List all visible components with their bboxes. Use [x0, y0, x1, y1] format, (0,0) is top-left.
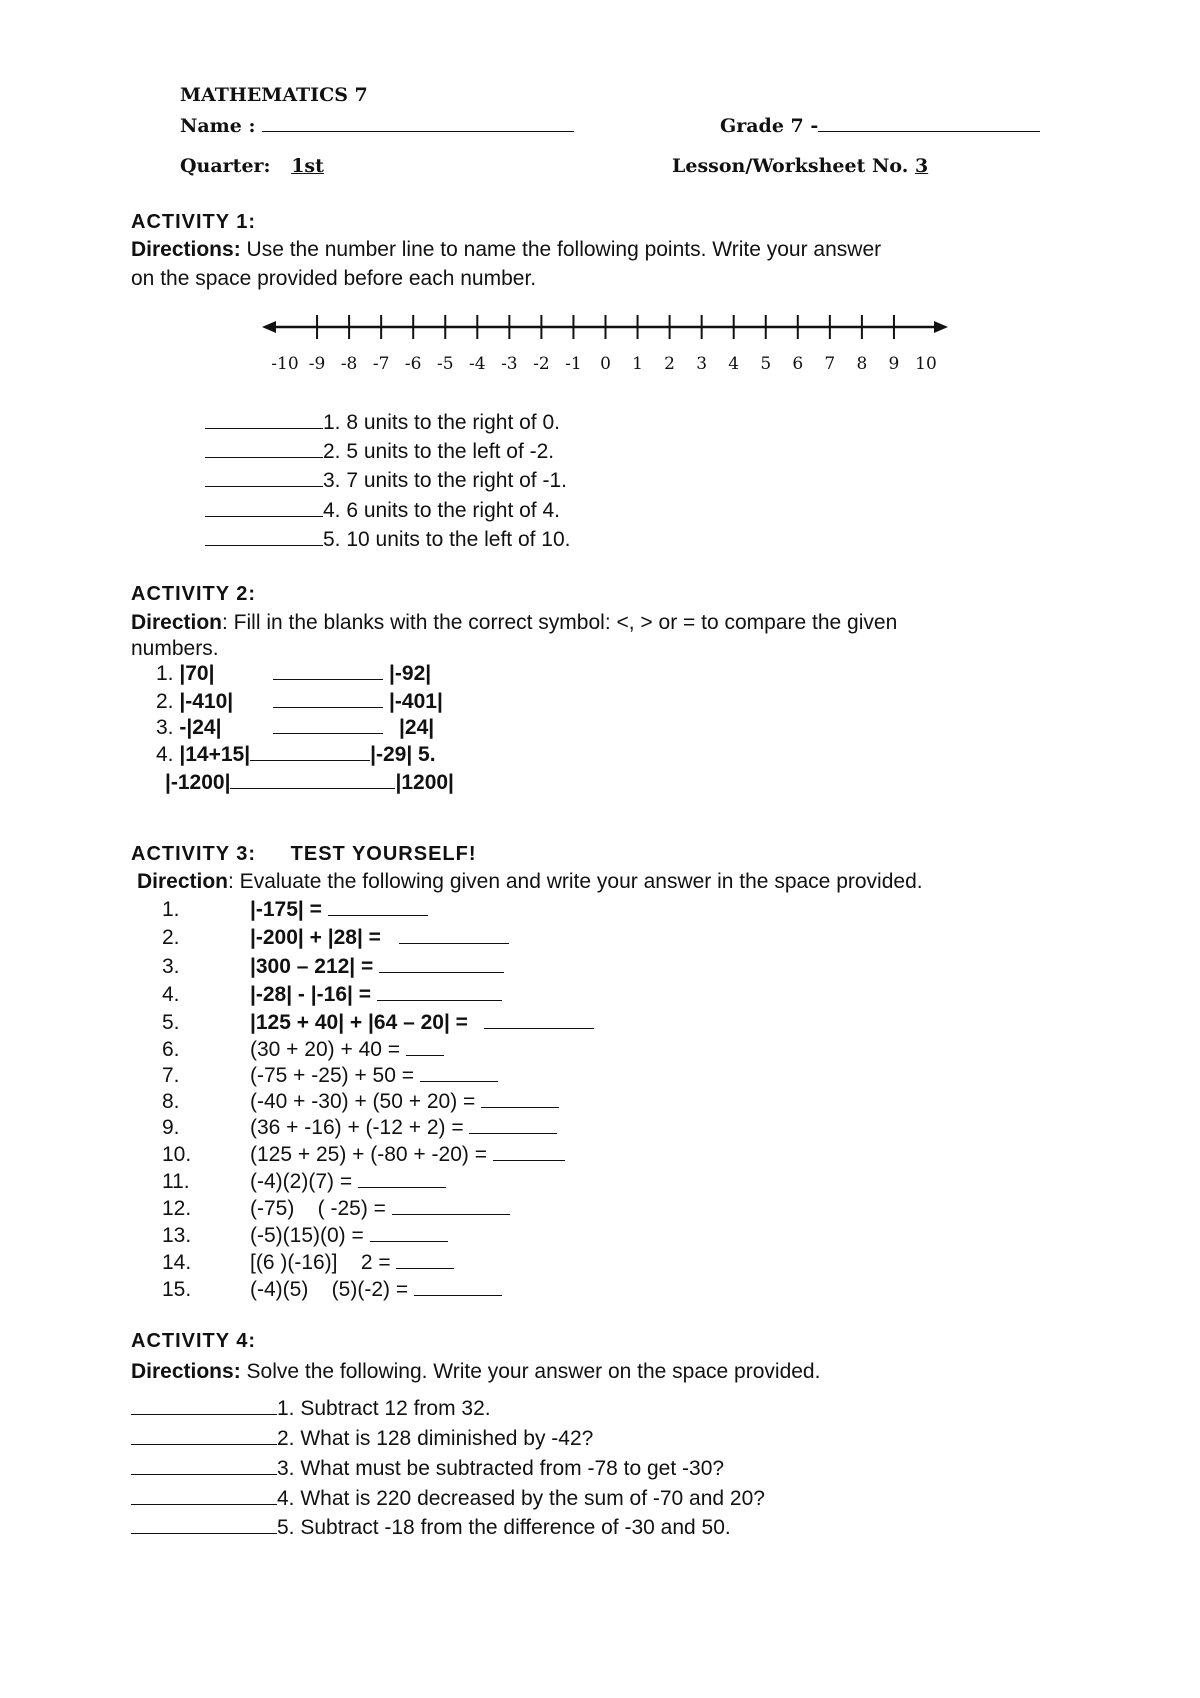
answer-blank[interactable] [377, 984, 502, 1001]
answer-blank[interactable] [399, 927, 509, 944]
activity3-item [162, 983, 502, 1007]
number-line-label: -8 [340, 354, 358, 374]
activity1-item-text: 2. 5 units to the left of -2. [323, 440, 555, 463]
activity1-item [205, 528, 571, 552]
activity3-direction-text: : Evaluate the following given and write your answer in the space provided. [228, 870, 923, 893]
symbol-blank[interactable] [273, 691, 383, 708]
answer-blank[interactable] [484, 1012, 594, 1029]
activity3-item [162, 1143, 565, 1167]
number-line-label: 4 [728, 354, 740, 374]
item-number: 1. [156, 662, 174, 685]
activity4-directions-text: Solve the following. Write your answer on the space provided. [240, 1360, 821, 1383]
number-line-label: -5 [436, 354, 454, 374]
activity4-item [131, 1457, 724, 1481]
left-expression: |-1200| [165, 771, 231, 794]
expression: (-4)(5) (5)(-2) = [250, 1278, 414, 1301]
expression: (36 + -16) + (-12 + 2) = [250, 1116, 470, 1139]
activity2-direction-text: : Fill in the blanks with the correct symbol: <, > or = to compare the given [222, 611, 898, 634]
activity1-directions-line1 [131, 238, 881, 262]
expression: (-40 + -30) + (50 + 20) = [250, 1090, 482, 1113]
activity2-direction-line2: numbers. [131, 637, 219, 660]
right-expression: |-401| [389, 690, 443, 713]
item-number: 7. [162, 1064, 180, 1087]
expression: (-75 + -25) + 50 = [250, 1064, 420, 1087]
expression: |-175| = [250, 898, 328, 921]
activity3-item [162, 1251, 454, 1275]
number-line-label: -4 [469, 354, 486, 374]
answer-blank[interactable] [406, 1039, 444, 1056]
activity2-item [156, 690, 443, 714]
answer-blank[interactable] [131, 1517, 277, 1534]
activity1-directions-label: Directions: [131, 238, 241, 261]
activity3-item [162, 1011, 594, 1035]
activity3-subtitle: TEST YOURSELF! [290, 843, 477, 865]
activity4-item-text: 5. Subtract -18 from the difference of -30 and 50. [277, 1516, 731, 1539]
item-number: 2. [162, 926, 180, 949]
expression: |300 – 212| = [250, 955, 380, 978]
grade-section-field[interactable] [818, 117, 1040, 132]
activity3-direction [137, 870, 923, 894]
activity1-item-text: 4. 6 units to the right of 4. [323, 499, 560, 522]
activity1-item-text: 3. 7 units to the right of -1. [323, 469, 567, 492]
activity1-item [205, 440, 554, 464]
activity4-item [131, 1427, 593, 1451]
right-expression: |-29| 5. [370, 743, 436, 766]
number-line-label: 10 [915, 354, 937, 374]
item-number: 5. [162, 1011, 180, 1034]
right-arrow-icon [934, 321, 948, 333]
answer-blank[interactable] [131, 1398, 277, 1415]
name-row [180, 115, 574, 137]
number-line [0, 300, 1200, 350]
number-line-label: 8 [856, 354, 868, 374]
right-expression: |-92| [389, 662, 432, 685]
number-line-label: 6 [792, 354, 804, 374]
subject-title: MATHEMATICS 7 [180, 84, 368, 106]
activity4-directions [131, 1360, 820, 1384]
item-number: 3. [162, 955, 180, 978]
grade-label: Grade 7 - [720, 115, 819, 137]
expression: |125 + 40| + |64 – 20| = [250, 1011, 474, 1034]
lesson-value: 3 [914, 155, 929, 177]
lesson-row [672, 155, 928, 177]
activity3-item [162, 1090, 559, 1114]
answer-blank[interactable] [205, 470, 323, 487]
activity2-direction-line1 [131, 611, 897, 635]
answer-blank[interactable] [328, 899, 428, 916]
lesson-label: Lesson/Worksheet No. [672, 155, 909, 177]
activity3-item [162, 1278, 502, 1302]
activity4-item-text: 1. Subtract 12 from 32. [277, 1397, 491, 1420]
activity3-title-row [131, 843, 477, 866]
answer-blank[interactable] [358, 1171, 446, 1188]
activity3-title: ACTIVITY 3: [131, 843, 257, 865]
activity2-item [156, 716, 434, 740]
answer-blank[interactable] [396, 1252, 454, 1269]
symbol-blank[interactable] [273, 717, 383, 734]
answer-blank[interactable] [131, 1488, 277, 1505]
activity1-item-text: 1. 8 units to the right of 0. [323, 411, 560, 434]
activity3-item [162, 955, 504, 979]
item-number: 10. [162, 1143, 192, 1166]
item-number: 1. [162, 898, 180, 921]
symbol-blank[interactable] [250, 744, 370, 761]
activity2-item [156, 743, 436, 767]
item-number: 12. [162, 1197, 192, 1220]
answer-blank[interactable] [392, 1198, 510, 1215]
answer-blank[interactable] [131, 1428, 277, 1445]
name-field[interactable] [262, 117, 574, 132]
left-expression: |70| [179, 662, 215, 685]
activity1-item [205, 469, 567, 493]
activity4-item-text: 2. What is 128 diminished by -42? [277, 1427, 594, 1450]
activity3-item [162, 1064, 498, 1088]
number-line-label: 2 [664, 354, 676, 374]
number-line-label: 9 [888, 354, 900, 374]
expression: |-28| - |-16| = [250, 983, 377, 1006]
answer-blank[interactable] [379, 956, 504, 973]
quarter-value: 1st [291, 155, 324, 177]
item-number: 6. [162, 1038, 180, 1061]
activity3-item [162, 926, 509, 950]
number-line-label: 0 [600, 354, 611, 374]
quarter-label: Quarter: [180, 155, 271, 177]
answer-blank[interactable] [420, 1065, 498, 1082]
answer-blank[interactable] [469, 1117, 557, 1134]
number-line-label: -7 [372, 354, 390, 374]
name-label: Name : [180, 115, 256, 137]
number-line-label: 1 [632, 354, 643, 374]
right-expression: |24| [399, 716, 435, 739]
answer-blank[interactable] [414, 1279, 502, 1296]
number-line-label: -10 [271, 354, 299, 374]
activity3-item [162, 898, 428, 922]
activity4-item-text: 4. What is 220 decreased by the sum of -70 and 20? [277, 1487, 765, 1510]
number-line-label: -9 [308, 354, 326, 374]
item-number: 13. [162, 1224, 192, 1247]
expression: (-4)(2)(7) = [250, 1170, 358, 1193]
number-line-label: -2 [533, 354, 550, 374]
quarter-row [180, 155, 324, 177]
item-number: 11. [162, 1170, 190, 1193]
left-expression: -|24| [179, 716, 222, 739]
answer-blank[interactable] [370, 1225, 448, 1242]
activity1-item [205, 411, 560, 435]
number-line-label: 3 [696, 354, 708, 374]
activity1-directions-text: Use the number line to name the following points. Write your answer [240, 238, 882, 261]
left-expression: |-410| [179, 690, 234, 713]
activity4-item [131, 1487, 765, 1511]
number-line-label: -6 [404, 354, 422, 374]
answer-blank[interactable] [131, 1458, 277, 1475]
activity3-item [162, 1170, 446, 1194]
expression: (30 + 20) + 40 = [250, 1038, 406, 1061]
expression: [(6 )(-16)] 2 = [250, 1251, 397, 1274]
item-number: 8. [162, 1090, 180, 1113]
activity4-item [131, 1397, 491, 1421]
activity3-item [162, 1038, 444, 1062]
activity4-directions-label: Directions: [131, 1360, 241, 1383]
item-number: 15. [162, 1278, 192, 1301]
grade-row [720, 115, 1040, 137]
number-line-label: -1 [565, 354, 582, 374]
answer-blank[interactable] [205, 500, 323, 517]
activity1-item-text: 5. 10 units to the left of 10. [323, 528, 571, 551]
activity4-item-text: 3. What must be subtracted from -78 to get -30? [277, 1457, 725, 1480]
activity2-item [156, 662, 431, 686]
number-line-label: 5 [760, 354, 772, 374]
number-line-label: 7 [824, 354, 836, 374]
item-number: 14. [162, 1251, 192, 1274]
item-number: 4. [162, 983, 180, 1006]
answer-blank[interactable] [205, 529, 323, 546]
right-expression: |1200| [395, 771, 454, 794]
activity2-direction-label: Direction [131, 611, 223, 634]
activity2-item [165, 771, 454, 795]
item-number: 4. [156, 743, 174, 766]
activity2-title: ACTIVITY 2: [131, 583, 257, 605]
activity1-item [205, 499, 560, 523]
expression: |-200| + |28| = [250, 926, 387, 949]
answer-blank[interactable] [205, 412, 323, 429]
activity1-title: ACTIVITY 1: [131, 211, 257, 233]
answer-blank[interactable] [481, 1091, 559, 1108]
activity4-title: ACTIVITY 4: [131, 1330, 257, 1352]
left-expression: |14+15| [179, 743, 251, 766]
number-line-label: -3 [501, 354, 518, 374]
item-number: 9. [162, 1116, 180, 1139]
symbol-blank[interactable] [230, 772, 395, 789]
answer-blank[interactable] [493, 1144, 565, 1161]
item-number: 2. [156, 690, 174, 713]
activity4-item [131, 1516, 731, 1540]
activity3-direction-label: Direction [137, 870, 229, 893]
item-number: 3. [156, 716, 174, 739]
expression: (-5)(15)(0) = [250, 1224, 370, 1247]
symbol-blank[interactable] [273, 663, 383, 680]
expression: (-75) ( -25) = [250, 1197, 392, 1220]
activity3-item [162, 1224, 448, 1248]
activity1-directions-line2: on the space provided before each number. [131, 267, 537, 290]
expression: (125 + 25) + (-80 + -20) = [250, 1143, 493, 1166]
answer-blank[interactable] [205, 441, 323, 458]
activity3-item [162, 1197, 510, 1221]
left-arrow-icon [262, 321, 276, 333]
activity3-item [162, 1116, 557, 1140]
